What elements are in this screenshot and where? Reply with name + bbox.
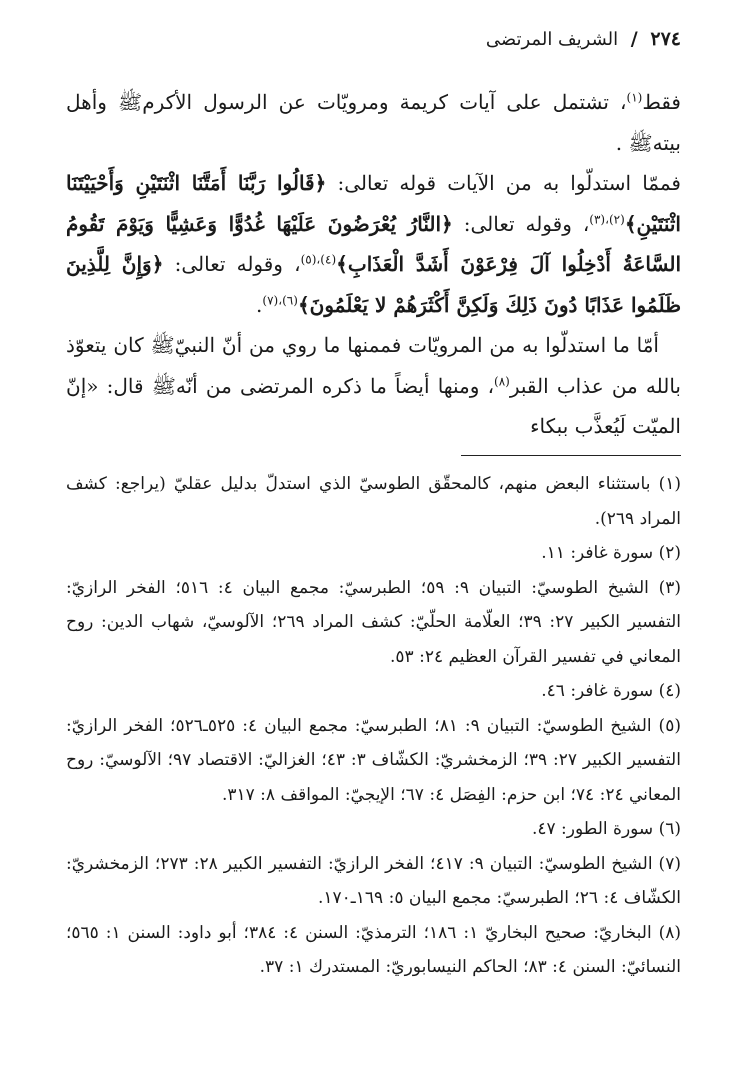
text-run: ، وقوله تعالى: [163, 252, 301, 276]
footnote-7: (٧) الشيخ الطوسيّ: التبيان ٩: ٤١٧؛ الفخر الرازيّ: التفسير الكبير ٢٨: ٢٧٣؛ الزمخشريّ: الكشّاف ٤: ٢٦؛ الطبرسيّ: مجمع البيان ٥: ١٦٩ـ١٧٠. [66, 853, 681, 908]
paragraph-3 [66, 325, 681, 447]
main-text [66, 82, 681, 447]
page-header [486, 28, 681, 50]
footnote-ref-2-3: (٢)،(٣) [589, 211, 625, 226]
footnote-ref-8: (٨) [494, 373, 510, 388]
footnote-4: (٤) سورة غافر: ٤٦. [541, 681, 681, 701]
footnote-8: (٨) البخاريّ: صحيح البخاريّ ١: ١٨٦؛ الترمذيّ: السنن ٤: ٣٨٤؛ أبو داود: السنن ١: ٥٦٥؛ النسائيّ: السنن ٤: ٨٣؛ الحاكم النيسابوريّ: المستدرك ١: ٣٧. [66, 922, 682, 977]
footnotes [66, 467, 681, 985]
text-run: فقط [642, 90, 681, 114]
paragraph-1 [66, 82, 681, 163]
text-run: فممّا استدلّوا به من الآيات قوله تعالى: [326, 171, 681, 195]
footnote-1: (١) باستثناء البعض منهم، كالمحقّق الطوسيّ الذي استدلّ بدليل عقليّ (يراجع: كشف المراد ٢٦٩). [66, 474, 681, 529]
quran-verse-3: ﴿وَإِنَّ لِلَّذِينَ ظَلَمُوا عَذَابًا دُونَ ذَلِكَ وَلَكِنَّ أَكْثَرَهُمْ لا يَعْلَمُونَ﴾ [66, 252, 681, 317]
footnote-2: (٢) سورة غافر: ١١. [541, 543, 681, 563]
page-number: ٢٧٤ [650, 28, 681, 50]
quran-verse-1: ﴿قَالُوا رَبَّنَا أَمَتَّنَا اثْنَتَيْنِ وَأَحْيَيْتَنَا اثْنَتَيْنِ﴾ [66, 171, 681, 236]
book-title: الشريف المرتضى [485, 29, 619, 50]
quran-verse-2: ﴿النَّارُ يُعْرَضُونَ عَلَيْهَا غُدُوًّا وَعَشِيًّا وَيَوْمَ تَقُومُ السَّاعَةُ أَدْخِلُوا آلَ فِرْعَوْنَ أَشَدَّ الْعَذَابِ﴾ [66, 211, 681, 276]
footnote-5: (٥) الشيخ الطوسيّ: التبيان ٩: ٨١؛ الطبرسيّ: مجمع البيان ٤: ٥٢٥ـ٥٢٦؛ الفخر الرازيّ: التفسير الكبير ٢٧: ٣٩؛ الزمخشريّ: الكشّاف ٣: ٤٣؛ الغزاليّ: الاقتصاد ٩٧؛ الآلوسيّ: روح المعاني ٢٤: ٧٤؛ ابن حزم: الفِصَل ٤: ٦٧؛ الإيجيّ: المواقف ٨: ٣١٧. [66, 715, 681, 805]
text-run: ، وقوله تعالى: [452, 211, 590, 236]
footnote-3: (٣) الشيخ الطوسيّ: التبيان ٩: ٥٩؛ الطبرسيّ: مجمع البيان ٤: ٥١٦؛ الفخر الرازيّ: التفسير الكبير ٢٧: ٣٩؛ العلّامة الحلّيّ: كشف المراد ٢٦٩؛ الآلوسيّ، شهاب الدين: روح المعاني في تفسير القرآن العظيم ٢٤: ٥٣. [66, 577, 682, 667]
footnote-ref-4-5: (٤)،(٥) [300, 252, 337, 267]
text-run: أمّا ما استدلّوا به من المرويّات فممنها ما روي من أنّ النبيّﷺ كان يتعوّذ بالله من عذاب القبر [66, 333, 682, 398]
text-run: ، ومنها أيضاً ما ذكره المرتضى من أنّهﷺ قال: «إنّ الميّت لَيُعذَّب ببكاء [66, 373, 681, 438]
paragraph-2 [66, 163, 681, 325]
text-run: ، تشتمل على آيات كريمة ومرويّات عن الرسول الأكرمﷺ وأهل بيتهﷺ . [66, 90, 681, 155]
footnote-6: (٦) سورة الطور: ٤٧. [531, 819, 681, 839]
text-run: . [256, 292, 263, 317]
footnote-ref-6-7: (٦)،(٧) [262, 292, 298, 307]
header-separator: / [630, 28, 638, 50]
footnote-ref-1: (١) [626, 90, 643, 105]
footnote-separator [461, 455, 681, 456]
